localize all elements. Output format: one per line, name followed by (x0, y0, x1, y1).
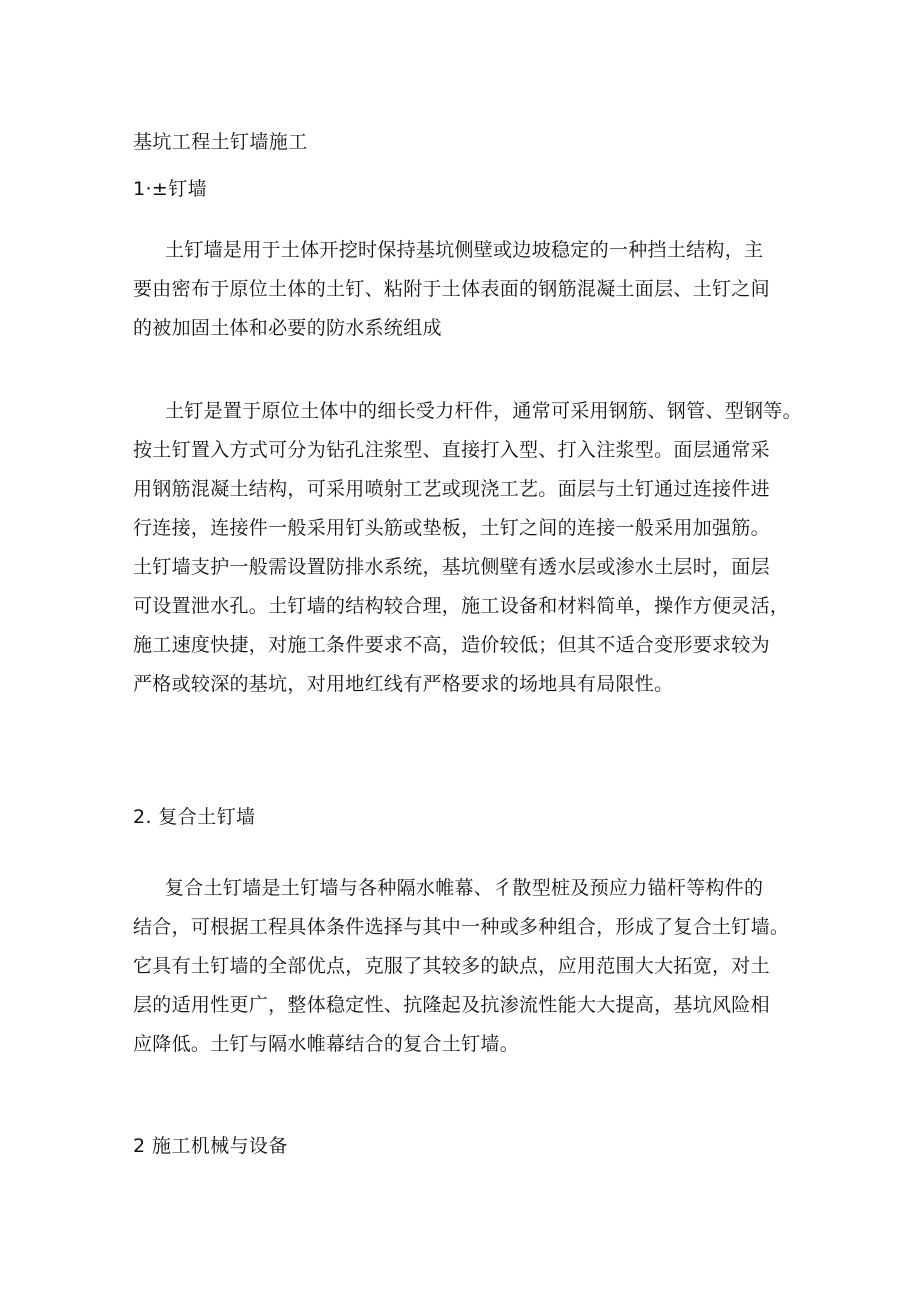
paragraph-line: 按土钉置入方式可分为钻孔注浆型、直接打入型、打入注浆型。面层通常采 (133, 439, 770, 461)
paragraph-line: 土钉墙是用于土体开挖时保持基坑侧壁或边坡稳定的一种挡土结构，主 (165, 239, 764, 261)
paragraph-line: 结合，可根据工程具体条件选择与其中一种或多种组合，形成了复合土钉墙。 (133, 916, 790, 938)
paragraph-line: 用钢筋混凝土结构，可采用喷射工艺或现浇工艺。面层与土钉通过连接件进 (133, 478, 770, 500)
paragraph-line: 复合土钉墙是土钉墙与各种隔水帷幕、彳散型桩及预应力锚杆等构件的 (165, 877, 764, 899)
section-1-paragraph-1 (133, 231, 793, 348)
paragraph-line: 施工速度快捷，对施工条件要求不高，造价较低；但其不适合变形要求较为 (133, 634, 770, 656)
paragraph-line: 严格或较深的基坑，对用地红线有严格要求的场地具有局限性。 (133, 673, 674, 695)
paragraph-line: 应降低。土钉与隔水帷幕结合的复合土钉墙。 (133, 1033, 520, 1055)
paragraph-line: 土钉是置于原位土体中的细长受力杆件，通常可采用钢筋、钢管、型钢等。 (165, 400, 802, 422)
paragraph-line: 它具有土钉墙的全部优点，克服了其较多的缺点，应用范围大大拓宽，对土 (133, 955, 770, 977)
document-title: 基坑工程土钉墙施工 (133, 131, 308, 153)
section-2-paragraph-1 (133, 869, 793, 1064)
section-1-heading: 1·±钉墙 (133, 178, 208, 200)
section-1-paragraph-2 (133, 392, 802, 704)
paragraph-line: 可设置泄水孔。土钉墙的结构较合理，施工设备和材料简单，操作方便灵活， (133, 595, 790, 617)
section-2-heading: 2. 复合土钉墙 (133, 806, 256, 828)
paragraph-line: 土钉墙支护一般需设置防排水系统，基坑侧壁有透水层或渗水土层时，面层 (133, 556, 770, 578)
paragraph-line: 要由密布于原位土体的土钉、粘附于土体表面的钢筋混凝土面层、土钉之间 (133, 278, 770, 300)
paragraph-line: 层的适用性更广，整体稳定性、抗隆起及抗渗流性能大大提高，基坑风险相 (133, 994, 770, 1016)
paragraph-line: 的被加固土体和必要的防水系统组成 (133, 317, 442, 339)
paragraph-line: 行连接，连接件一般采用钉头筋或垫板，土钉之间的连接一般采用加强筋。 (133, 517, 770, 539)
section-3-heading: 2 施工机械与设备 (133, 1135, 288, 1157)
